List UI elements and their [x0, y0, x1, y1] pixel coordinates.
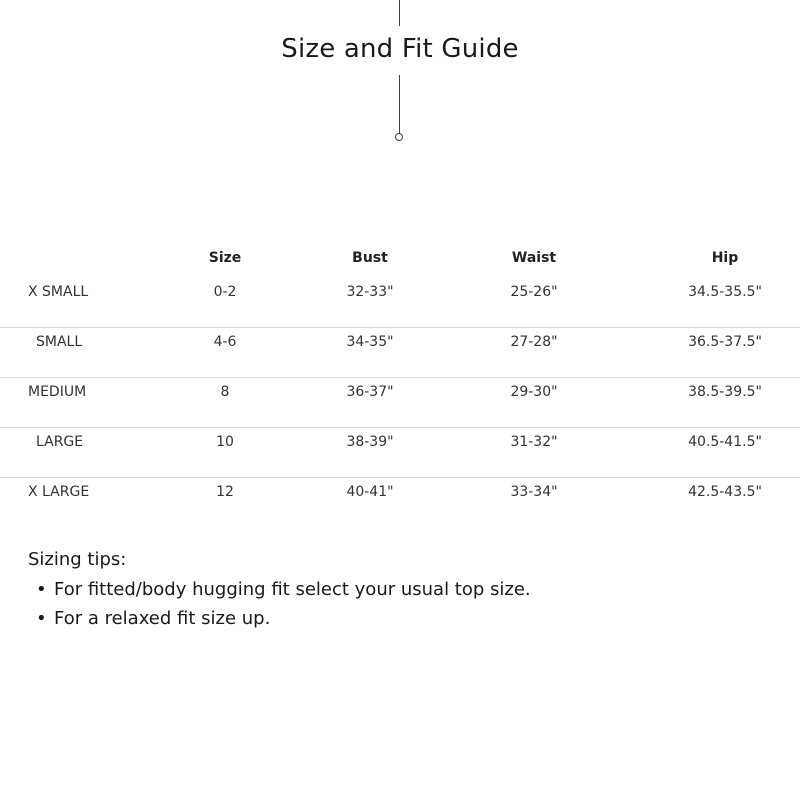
- header-size: Size: [208, 250, 242, 266]
- row-size: 8: [220, 384, 230, 400]
- row-hip: 40.5-41.5": [688, 434, 762, 450]
- table-row: [0, 278, 800, 328]
- header-bust: Bust: [352, 250, 388, 266]
- table-row: [0, 328, 800, 378]
- row-hip: 34.5-35.5": [688, 284, 762, 300]
- row-size: 4-6: [213, 334, 237, 350]
- row-bust: 34-35": [346, 334, 394, 350]
- list-item: [28, 604, 531, 633]
- row-waist: 27-28": [510, 334, 558, 350]
- row-waist: 33-34": [510, 484, 558, 500]
- tip-text: For fitted/body hugging fit select your usual top size.: [54, 579, 531, 600]
- row-size: 12: [216, 484, 234, 500]
- top-decorative-line: [399, 0, 400, 26]
- bullet-icon: •: [36, 608, 47, 629]
- row-label: LARGE: [36, 434, 84, 450]
- sizing-tips: [28, 545, 531, 633]
- row-waist: 31-32": [510, 434, 558, 450]
- stem-circle-icon: [395, 133, 403, 141]
- row-bust: 40-41": [346, 484, 394, 500]
- table-header-row: [0, 238, 800, 278]
- table-row: [0, 378, 800, 428]
- table-row: [0, 478, 800, 528]
- table-row: [0, 428, 800, 478]
- row-label: X LARGE: [28, 484, 90, 500]
- row-hip: 42.5-43.5": [688, 484, 762, 500]
- sizing-tips-heading: Sizing tips:: [28, 549, 127, 570]
- row-label: SMALL: [36, 334, 83, 350]
- row-waist: 25-26": [510, 284, 558, 300]
- header-waist: Waist: [511, 250, 557, 266]
- row-hip: 38.5-39.5": [688, 384, 762, 400]
- row-size: 0-2: [213, 284, 237, 300]
- row-label: MEDIUM: [28, 384, 87, 400]
- stem-decorative-line: [399, 75, 400, 133]
- row-bust: 38-39": [346, 434, 394, 450]
- sizing-tips-list: [28, 575, 531, 633]
- size-table: [0, 238, 800, 528]
- row-label: X SMALL: [28, 284, 89, 300]
- row-waist: 29-30": [510, 384, 558, 400]
- row-size: 10: [216, 434, 234, 450]
- row-hip: 36.5-37.5": [688, 334, 762, 350]
- page-title: Size and Fit Guide: [281, 34, 519, 64]
- list-item: [28, 575, 531, 604]
- row-bust: 32-33": [346, 284, 394, 300]
- row-bust: 36-37": [346, 384, 394, 400]
- tip-text: For a relaxed fit size up.: [54, 608, 271, 629]
- bullet-icon: •: [36, 579, 47, 600]
- header-hip: Hip: [711, 250, 739, 266]
